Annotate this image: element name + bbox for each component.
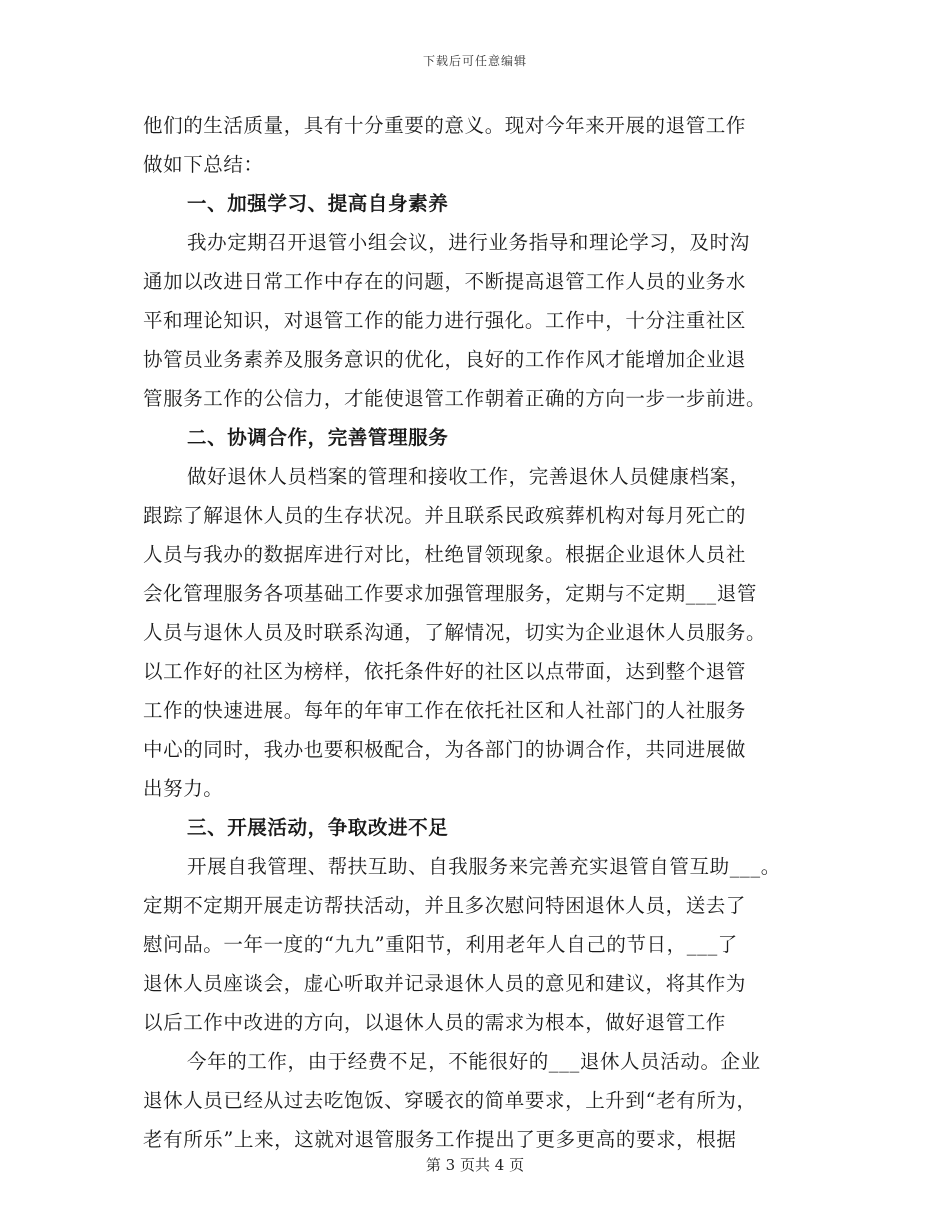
paragraph-line: 出努力。 (143, 777, 224, 800)
paragraph-line: 通加以改进日常工作中存在的问题，不断提高退管工作人员的业务水 (143, 270, 747, 293)
page-header: 下载后可任意编辑 (422, 54, 527, 68)
paragraph-first-line: 今年的工作，由于经费不足，不能很好的___退休人员活动。企业 (187, 1050, 761, 1073)
paragraph-line: 工作的快速进展。每年的年审工作在依托社区和人社部门的人社服务 (143, 699, 747, 722)
paragraph-line: 管服务工作的公信力，才能使退管工作朝着正确的方向一步一步前进。 (143, 387, 767, 410)
paragraph-first-line: 做好退休人员档案的管理和接收工作，完善退休人员健康档案， (187, 465, 750, 488)
paragraph-line: 慰问品。一年一度的“九九”重阳节，利用老年人自己的节日，___了 (143, 933, 738, 956)
paragraph-line: 中心的同时，我办也要积极配合，为各部门的协调合作，共同进展做 (143, 738, 747, 761)
paragraph-line: 平和理论知识，对退管工作的能力进行强化。工作中，十分注重社区 (143, 309, 747, 332)
paragraph-line: 跟踪了解退休人员的生存状况。并且联系民政殡葬机构对每月死亡的 (143, 504, 747, 527)
paragraph-line: 老有所乐”上来，这就对退管服务工作提出了更多更高的要求，根据 (143, 1128, 737, 1151)
paragraph-line: 协管员业务素养及服务意识的优化，良好的工作作风才能增加企业退 (143, 348, 747, 371)
paragraph-line: 以工作好的社区为榜样，依托条件好的社区以点带面，达到整个退管 (143, 660, 747, 683)
paragraph-line: 他们的生活质量，具有十分重要的意义。现对今年来开展的退管工作 (143, 114, 747, 137)
page-footer: 第 3 页共 4 页 (425, 1156, 525, 1174)
paragraph-first-line: 我办定期召开退管小组会议，进行业务指导和理论学习，及时沟 (187, 231, 750, 254)
paragraph-line: 退休人员座谈会，虚心听取并记录退休人员的意见和建议，将其作为 (143, 972, 747, 995)
section-heading: 三、开展活动，争取改进不足 (187, 816, 449, 839)
paragraph-line: 人员与我办的数据库进行对比，杜绝冒领现象。根据企业退休人员社 (143, 543, 747, 566)
paragraph-line: 以后工作中改进的方向，以退休人员的需求为根本，做好退管工作 (143, 1011, 726, 1034)
paragraph-first-line: 开展自我管理、帮扶互助、自我服务来完善充实退管自管互助___。 (187, 855, 781, 878)
paragraph-line: 退休人员已经从过去吃饱饭、穿暖衣的简单要求，上升到“老有所为， (143, 1089, 757, 1112)
section-heading: 二、协调合作，完善管理服务 (187, 426, 449, 449)
document-body (143, 106, 823, 1159)
paragraph-line: 人员与退休人员及时联系沟通，了解情况，切实为企业退休人员服务。 (143, 621, 767, 644)
paragraph-line: 做如下总结： (143, 153, 264, 176)
paragraph-line: 定期不定期开展走访帮扶活动，并且多次慰问特困退休人员，送去了 (143, 894, 747, 917)
paragraph-line: 会化管理服务各项基础工作要求加强管理服务，定期与不定期___退管 (143, 582, 757, 605)
section-heading: 一、加强学习、提高自身素养 (187, 192, 449, 215)
